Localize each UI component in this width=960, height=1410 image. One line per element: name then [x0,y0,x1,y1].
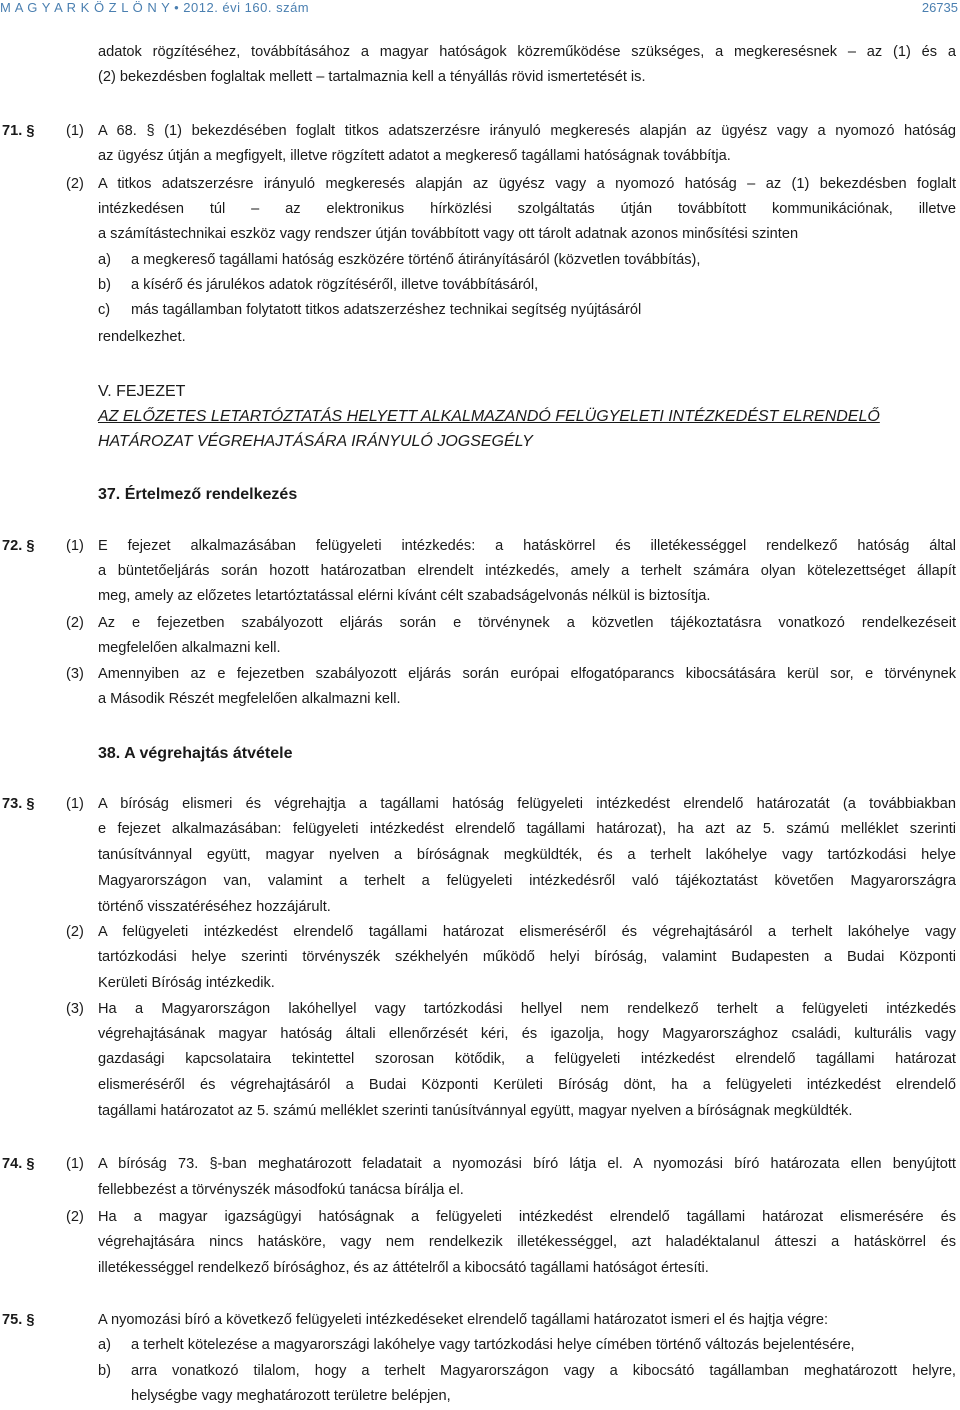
s71-item-b-label: b) [98,277,111,293]
s73-p3-line-5: tagállami határozatot az 5. számú melléklet szerinti tanúsítvánnyal együtt, magyar nyelven a bíróságnak megküldték. [98,1103,853,1119]
s74-p2-label: (2) [66,1209,84,1225]
s71-item-c-text: más tagállamban folytatott titkos adatszerzéshez technikai segítség nyújtásáról [131,302,642,318]
section-74-number: 74. § [2,1156,35,1172]
s71-p1-line-2: az ügyész útján a megfigyelt, illetve rögzített adatot a megkereső tagállami hatóságnak továbbítja. [98,148,731,164]
subtitle-38: 38. A végrehajtás átvétele [98,745,293,762]
s74-p2-line-1: Ha a magyar igazságügyi hatóságnak a felügyeleti intézkedést elrendelő tagállami határozat elismerésére és [98,1209,956,1225]
s71-p1-line-1: A 68. § (1) bekezdésében foglalt titkos adatszerzésre irányuló megkeresés alapján az ügyész vagy a nyomozó hatóság [98,123,956,139]
s73-p3-line-3: gazdasági kapcsolataira tekintettel szorosan kötődik, a felügyeleti intézkedést elrendelő tagállami határozat [98,1051,956,1067]
s73-p2-line-3: Kerületi Bíróság intézkedik. [98,975,275,991]
s72-p1-line-3: meg, amely az előzetes letartóztatással elérni kívánt célt szabadságelvonás nélkül is biztosítja. [98,588,711,604]
chapter-title-line-2: HATÁROZAT VÉGREHAJTÁSÁRA IRÁNYULÓ JOGSEGÉLY [98,433,533,450]
s75-item-b-line-2: helységbe vagy meghatározott területre belépjen, [131,1388,451,1404]
s71-p1-label: (1) [66,123,84,139]
s71-item-a-label: a) [98,252,111,268]
s74-p2-line-2: végrehajtására nincs hatásköre, vagy nem rendelkezik illetékességgel, azt haladéktalanul átteszi a hatáskörrel és [98,1234,956,1250]
s73-p1-line-1: A bíróság elismeri és végrehajtja a tagállami hatóság felügyeleti intézkedést elrendelő határozatát (a továbbiakban [98,796,956,812]
s74-p1-line-2: fellebbezést a törvényszék másodfokú tanácsa bírálja el. [98,1182,464,1198]
s72-p3-label: (3) [66,666,84,682]
page-number: 26735 [921,0,958,15]
s71-p2-label: (2) [66,176,84,192]
s71-item-c-label: c) [98,302,111,318]
s71-item-a-text: a megkereső tagállami hatóság eszközére történő átirányításáról (közvetlen továbbítás), [131,252,701,268]
chapter-heading: V. FEJEZET [98,383,186,400]
subtitle-37: 37. Értelmező rendelkezés [98,486,298,503]
section-73-number: 73. § [2,796,35,812]
s75-item-a-label: a) [98,1337,111,1353]
s73-p1-line-5: történő visszatéréséhez hozzájárult. [98,899,331,915]
s71-p2-line-3: a számítástechnikai eszköz vagy rendszer útján továbbított vagy ott tárolt adatnak azonos minősítési szinten [98,226,799,242]
s71-item-b-text: a kísérő és járulékos adatok rögzítéséről, illetve továbbításáról, [131,277,539,293]
s73-p1-label: (1) [66,796,84,812]
s71-p2-line-1: A titkos adatszerzésre irányuló megkeresés alapján az ügyész vagy a nyomozó hatóság – az (1) bekezdésben foglalt [98,176,956,192]
s75-item-b-line-1: arra vonatkozó tilalom, hogy a terhelt Magyarországon vagy a kibocsátó tagállamban meghatározott helyre, [131,1363,956,1379]
s72-p2-line-2: megfelelően alkalmazni kell. [98,640,281,656]
s73-p1-line-3: tanúsítvánnyal együtt, magyar nyelven a bíróságnak megküldték, és a terhelt lakóhelye vagy tartózkodási helye [98,847,956,863]
s71-p2-line-2: intézkedésen túl – az elektronikus hírközlési szolgáltatás útján továbbított kommunikációnak, illetve [98,201,956,217]
intro-line-2: (2) bekezdésben foglaltak mellett – tartalmaznia kell a tényállás rövid ismertetését is. [98,69,646,85]
s72-p1-line-1: E fejezet alkalmazásában felügyeleti intézkedés: a hatáskörrel és illetékességgel rendelkező hatóság által [98,538,956,554]
s73-p2-line-2: tartózkodási helye szerinti törvényszék székhelyén működő helyi bíróság, valamint Budapesten a Budai Központi [98,949,956,965]
s75-item-a-line-1: a terhelt kötelezése a magyarországi lakóhelye vagy tartózkodási helye címében történő változás bejelentésére, [131,1337,855,1353]
section-75-number: 75. § [2,1312,35,1328]
s72-p2-label: (2) [66,615,84,631]
s72-p3-line-1: Amennyiben az e fejezetben szabályozott eljárás során európai elfogatóparancs kibocsátására kerül sor, e törvénynek [98,666,956,682]
s73-p3-line-4: elismeréséről és végrehajtásáról a Budai Központi Kerületi Bíróság dönt, ha a felügyeleti intézkedést elrendelő [98,1077,956,1093]
publication-title: M A G Y A R K Ö Z L Ö N Y • 2012. évi 160. szám [0,0,310,15]
section-71-number: 71. § [2,123,35,139]
s75-intro: A nyomozási bíró a következő felügyeleti intézkedéseket elrendelő tagállami határozatot ismeri el és hajtja végre: [98,1312,829,1328]
intro-line-1: adatok rögzítéséhez, továbbításához a magyar hatóságok közreműködése szükséges, a megkeresésnek – az (1) és a [98,44,956,60]
s73-p1-line-4: Magyarországon van, valamint a terhelt a felügyeleti intézkedésről való tájékoztatást követően Magyarországra [98,873,956,889]
s74-p1-label: (1) [66,1156,84,1172]
s72-p2-line-1: Az e fejezetben szabályozott eljárás során e törvénynek a közvetlen tájékoztatásra vonatkozó rendelkezéseit [98,615,956,631]
s73-p3-line-1: Ha a Magyarországon lakóhellyel vagy tartózkodási hellyel nem rendelkező terhelt a felügyeleti intézkedés [98,1001,956,1017]
section-72-number: 72. § [2,538,35,554]
s71-closing: rendelkezhet. [98,329,186,345]
s75-item-b-label: b) [98,1363,111,1379]
s73-p3-line-2: végrehajtásának magyar hatóság általi ellenőrzését kéri, és igazolja, hogy Magyarországhoz családi, kulturális vagy [98,1026,956,1042]
s74-p2-line-3: illetékességgel rendelkező bírósághoz, és az áttételről a kibocsátó tagállami hatóságot értesíti. [98,1260,709,1276]
s72-p1-line-2: a büntetőeljárás során hozott határozatban elrendelt intézkedés, amely a terhelt számára olyan kötelezettséget állapít [98,563,956,579]
s73-p2-line-1: A felügyeleti intézkedést elrendelő tagállami határozat elismeréséről és végrehajtásáról a terhelt lakóhelye vagy [98,924,956,940]
s72-p1-label: (1) [66,538,84,554]
s74-p1-line-1: A bíróság 73. §-ban meghatározott feladatait a nyomozási bíró látja el. A nyomozási bíró határozata ellen benyújtott [98,1156,956,1172]
s73-p3-label: (3) [66,1001,84,1017]
s73-p2-label: (2) [66,924,84,940]
s72-p3-line-2: a Második Részét megfelelően alkalmazni kell. [98,691,401,707]
page-header [0,0,960,14]
s73-p1-line-2: e fejezet alkalmazásában: felügyeleti intézkedést elrendelő tagállami határozat), ha azt az 5. számú melléklet szerinti [98,821,956,837]
chapter-title-line-1: AZ ELŐZETES LETARTÓZTATÁS HELYETT ALKALMAZANDÓ FELÜGYELETI INTÉZKEDÉST ELRENDELŐ [98,408,880,425]
